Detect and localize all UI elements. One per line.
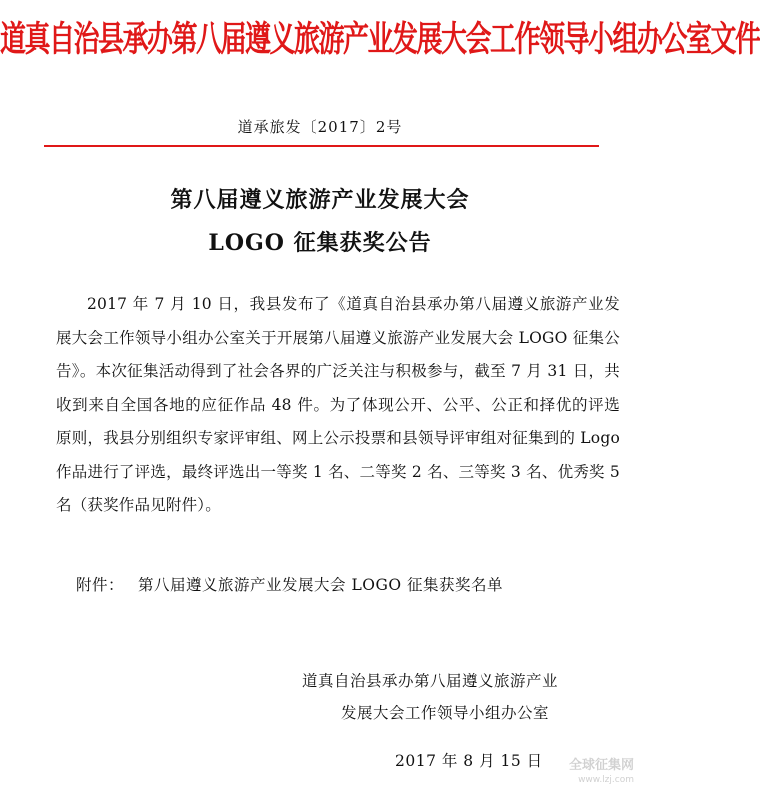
- body-paragraph: 2017 年 7 月 10 日，我县发布了《道真自治县承办第八届遵义旅游产业发展大会工作领导小组办公室关于开展第八届遵义旅游产业发展大会 LOGO 征集公告》。本次征集活动得到了社会各界的广泛关注与积极参与，截至 7 月 31 日，共收到来自全国各地的应征作品 48 件。为了体现公开、公平、公正和择优的评选原则，我县分别组织专家评审组、网上公示投票和县领导评审组对征集到的 Logo 作品进行了评选，最终评选出一等奖 1 名、二等奖 2 名、三等奖 3 名、优秀奖 5 名（获奖作品见附件）。: [56, 295, 620, 514]
- watermark-text: 全球征集网: [568, 758, 634, 773]
- document-number: 道承旅发〔2017〕2号: [237, 118, 403, 136]
- signature-date: 2017 年 8 月 15 日: [395, 752, 543, 770]
- watermark-url: www.lzj.com: [578, 775, 634, 785]
- site-watermark: [569, 759, 634, 787]
- signature-line1: 道真自治县承办第八届遵义旅游产业: [302, 672, 559, 690]
- notice-title-line2: LOGO 征集获奖公告: [208, 230, 432, 256]
- signature-line2: 发展大会工作领导小组办公室: [341, 704, 550, 722]
- red-divider-line: [44, 145, 599, 147]
- document-header-title: 道真自治县承办第八届遵义旅游产业发展大会工作领导小组办公室文件: [0, 20, 760, 61]
- attachment-text: 第八届遵义旅游产业发展大会 LOGO 征集获奖名单: [138, 576, 503, 594]
- attachment-line: [76, 573, 503, 595]
- notice-title-line1: 第八届遵义旅游产业发展大会: [170, 187, 470, 213]
- attachment-label: 附件：: [76, 576, 125, 594]
